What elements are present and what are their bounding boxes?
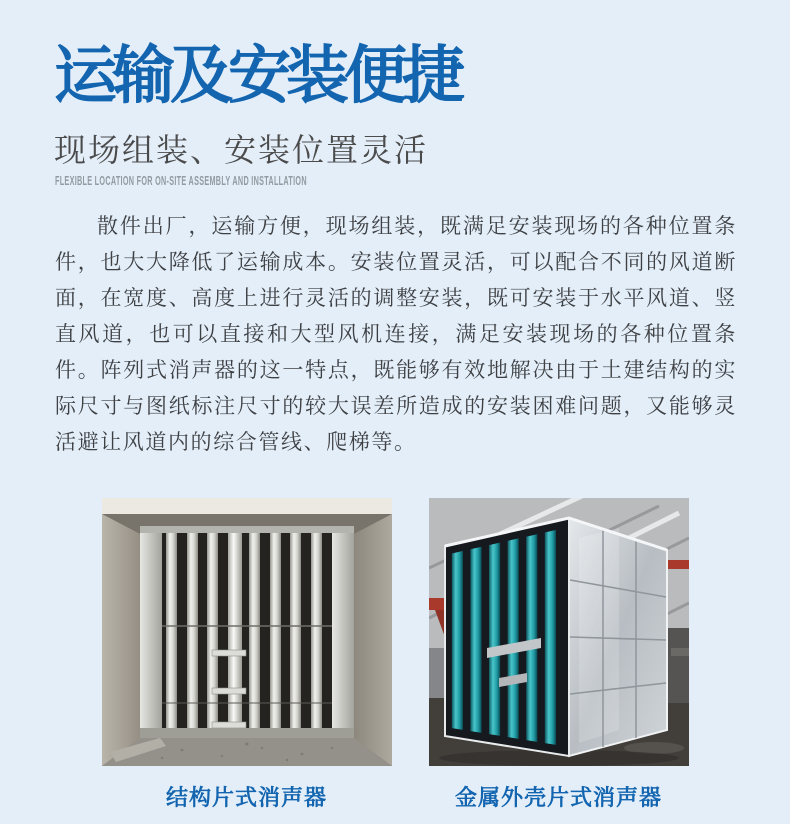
photo-caption-metal-shell: 金属外壳片式消声器 bbox=[454, 785, 662, 810]
description-paragraph: 散件出厂，运输方便，现场组装，既满足安装现场的各种位置条件，也大大降低了运输成本。安装位置灵活，可以配合不同的风道断面，在宽度、高度上进行灵活的调整安装，既可安装于水平风道、竖直风道，也可以直接和大型风机连接，满足安装现场的各种位置条件。阵列式消声器的这一特点，既能够有效地解决由于土建结构的实际尺寸与图纸标注尺寸的较大误差所造成的安装困难问题，又能够灵活避让风道内的综合管线、爬梯等。 bbox=[55, 215, 737, 454]
structural-plate-silencer-photo bbox=[102, 498, 392, 766]
metal-shell-plate-silencer-photo bbox=[429, 498, 689, 766]
page-subtitle-en: FLEXIBLE LOCATION FOR ON-SITE ASSEMBLY AND INSTALLATION bbox=[55, 174, 307, 188]
gallery-item-metal-shell bbox=[429, 498, 689, 812]
photo-caption-structural: 结构片式消声器 bbox=[165, 785, 327, 810]
gallery-item-structural bbox=[102, 498, 392, 812]
page-title: 运输及安装便捷 bbox=[54, 41, 460, 111]
product-gallery bbox=[0, 498, 790, 812]
page-subtitle: 现场组装、安装位置灵活 bbox=[54, 132, 429, 168]
